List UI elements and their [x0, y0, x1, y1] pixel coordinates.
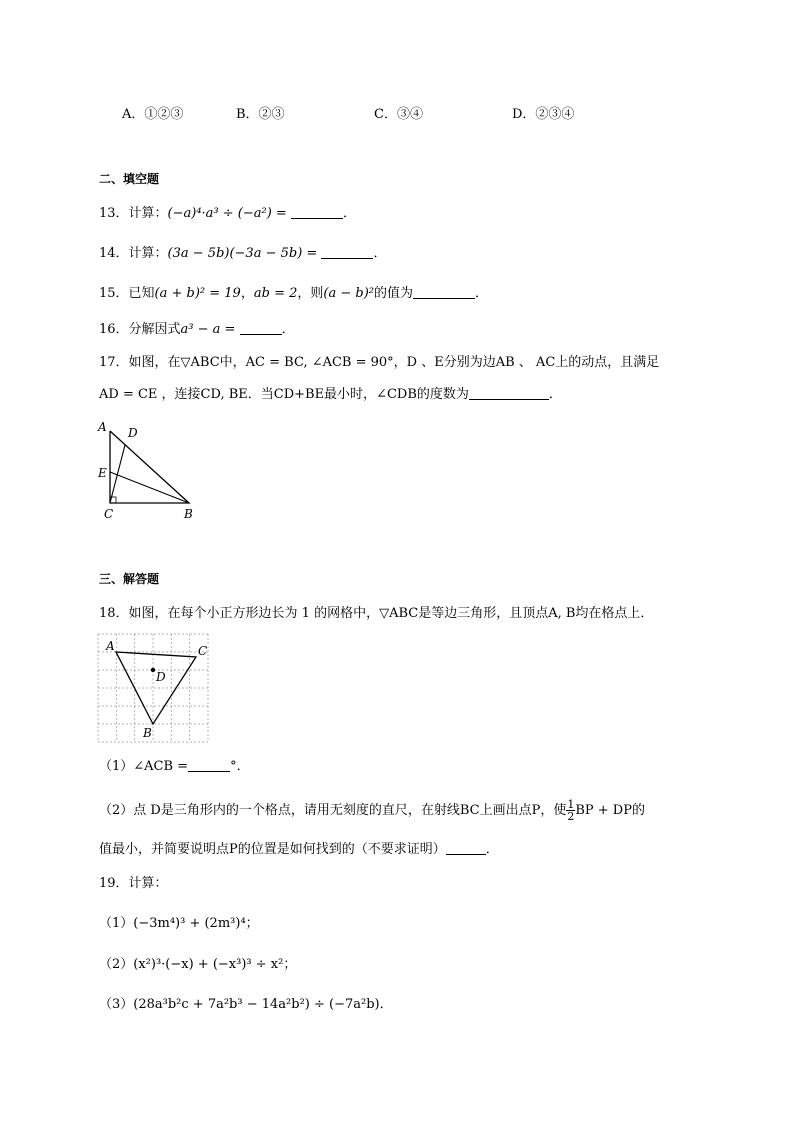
q18-part1-text: （1）∠ACB = [99, 759, 189, 774]
question-18-line1: 18．如图，在每个小正方形边长为 1 的网格中，▽ABC是等边三角形，且顶点A, B均在格点上． [99, 606, 654, 621]
q18-part2-blank[interactable] [446, 842, 486, 855]
fig17-label-a: A [98, 420, 107, 434]
q18-part2-line2-text: 值最小，并简要说明点P的位置是如何找到的（不要求证明） [99, 842, 446, 857]
q15-mid: ，则 [297, 286, 324, 301]
q15-end: ． [475, 286, 489, 301]
q17-line2-text: AD = CE ，连接CD, BE．当CD+BE最小时，∠CDB的度数为 [99, 387, 469, 402]
fraction-half [566, 799, 575, 822]
fig18-label-d: D [156, 670, 166, 684]
q15-expr2: ab = 2 [253, 286, 298, 301]
q13-answer-blank[interactable] [291, 206, 343, 219]
option-d: D．②③④ [512, 107, 575, 122]
question-18-part1 [99, 757, 250, 777]
q18-part2-tail: BP + DP的 [575, 803, 645, 818]
figure-18-grid [97, 633, 210, 743]
q18-part1-end: °． [230, 759, 250, 774]
q16-label: 16．分解因式 [99, 322, 181, 337]
question-13 [99, 204, 356, 224]
question-14 [99, 244, 386, 264]
q15-answer-blank[interactable] [413, 286, 475, 299]
q16-expr: a³ − a = [180, 322, 236, 337]
q14-end: ． [373, 246, 387, 261]
fig18-label-c: C [198, 644, 208, 658]
question-15 [99, 284, 488, 304]
question-17-line1: 17．如图，在▽ABC中，AC = BC, ∠ACB = 90°，D 、E分别为边AB 、 AC上的动点，且满足 [99, 355, 660, 370]
question-19-part2: （2）(x²)³·(−x) + (−x³)³ ÷ x²； [99, 957, 297, 972]
section-title-fill-blank: 二、填空题 [99, 172, 160, 186]
fraction-denominator: 2 [567, 810, 575, 823]
q18-part1-blank[interactable] [188, 759, 230, 772]
fraction-numerator: 1 [567, 798, 575, 811]
question-18-part2 [99, 799, 645, 822]
option-c: C．③④ [374, 107, 423, 122]
question-17-line2 [99, 385, 562, 405]
figure-17-triangle [95, 415, 205, 525]
q18-part2-end: ． [485, 842, 499, 857]
option-a: A．①②③ [122, 107, 184, 122]
triangle-abc-lines [110, 431, 189, 503]
option-b: B．②③ [236, 107, 285, 122]
segment-be [110, 472, 189, 503]
fig17-label-b: B [184, 507, 193, 521]
question-19-part1: （1）(−3m⁴)³ + (2m³)⁴； [99, 916, 259, 931]
q14-label: 14．计算： [99, 246, 168, 261]
fig17-label-c: C [104, 507, 114, 521]
question-16 [99, 320, 295, 340]
segment-cd [110, 445, 125, 503]
point-d [151, 668, 155, 672]
question-19-part3: （3）(28a³b²c + 7a²b³ − 14a²b²) ÷ (−7a²b)． [99, 997, 393, 1012]
q15-label: 15．已知 [99, 286, 155, 301]
q14-expr: (3a − 5b)(−3a − 5b) = [167, 246, 318, 261]
q16-answer-blank[interactable] [240, 322, 282, 335]
q15-expr3: (a − b)² [323, 286, 374, 301]
q15-expr1: (a + b)² = 19 [154, 286, 241, 301]
q17-end: ． [548, 387, 562, 402]
question-18-part2-line2 [99, 840, 499, 860]
fig17-label-d: D [128, 426, 138, 440]
q13-label: 13．计算： [99, 206, 168, 221]
q17-answer-blank[interactable] [469, 387, 549, 400]
q15-tail: 的值为 [373, 286, 413, 301]
q13-expr: (−a)⁴·a³ ÷ (−a²) = [167, 206, 287, 221]
fig17-label-e: E [98, 466, 107, 480]
q18-part2-text: （2）点 D是三角形内的一个格点，请用无刻度的直尺，在射线BC上画出点P，使 [99, 803, 567, 818]
section-title-solve: 三、解答题 [99, 572, 160, 586]
q16-end: ． [281, 322, 295, 337]
q14-answer-blank[interactable] [321, 246, 373, 259]
q15-sep: ， [240, 286, 254, 301]
question-19-title: 19．计算： [99, 876, 168, 891]
q13-end: ． [342, 206, 356, 221]
equilateral-triangle-abc [116, 652, 196, 724]
fig18-label-a: A [106, 639, 115, 653]
fig18-label-b: B [143, 726, 152, 740]
